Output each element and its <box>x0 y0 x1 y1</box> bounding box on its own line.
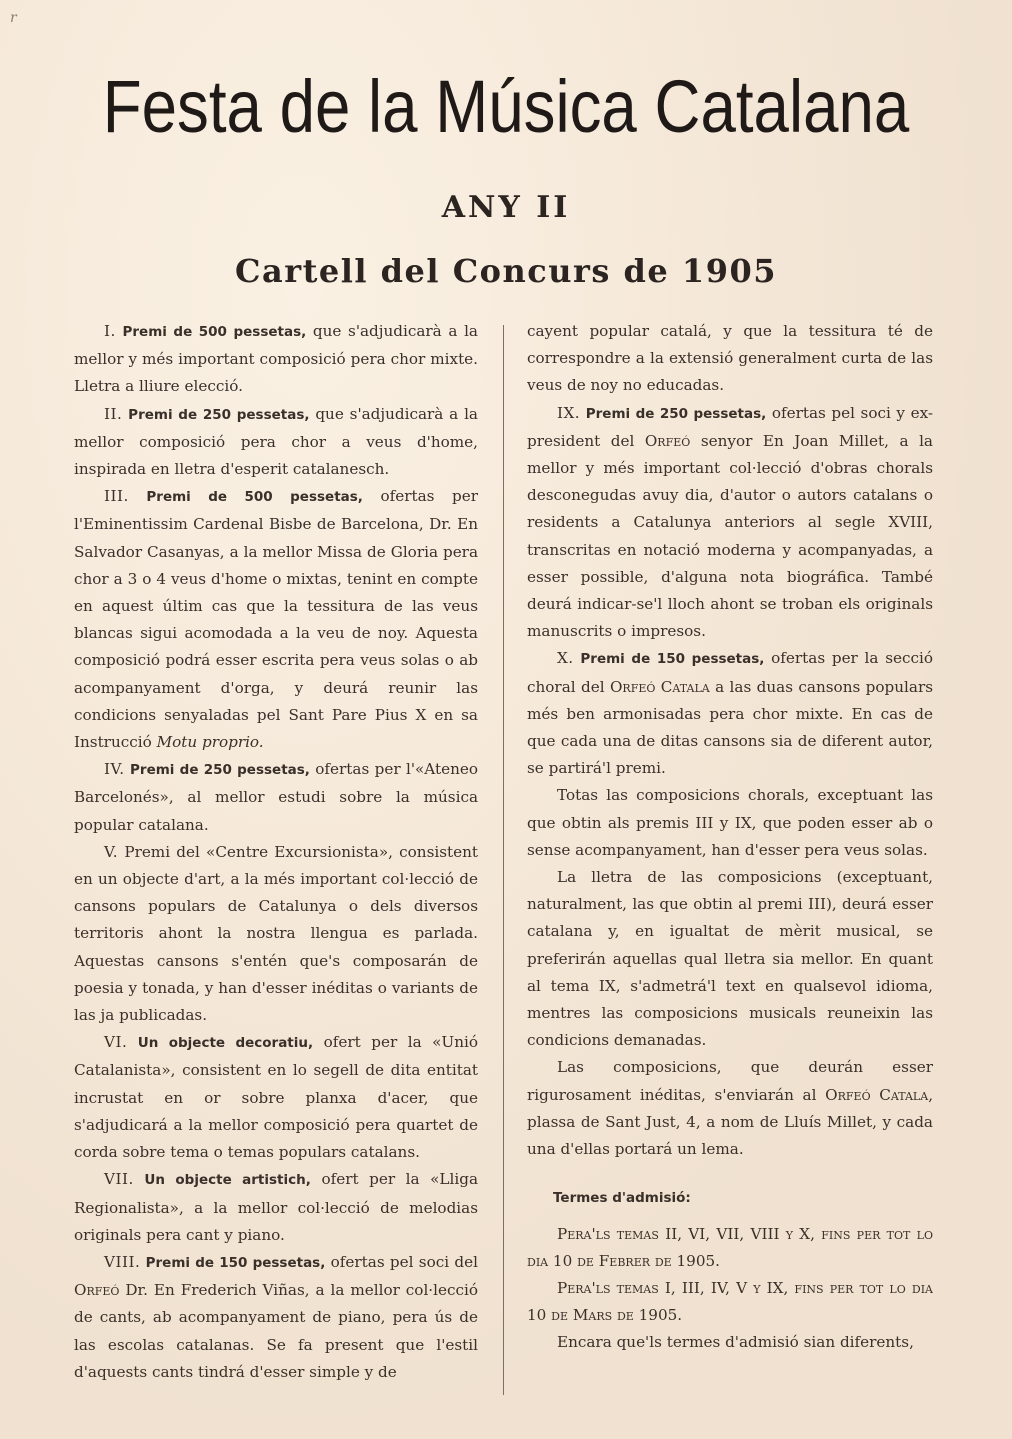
prize-item-vii: VII. Un objecte artistich, ofert per la «Lliga Regionalista», a la mellor col·lecció de melodias originals pera cant y piano. <box>74 1170 478 1244</box>
submission-paragraph: Las composicions, que deurán esser rigurosament inéditas, s'enviarán al Orfeó Catala, plassa de Sant Just, 4, a nom de Lluís Millet, y cada una d'ellas portará un lema. <box>527 1058 933 1159</box>
prize-item-x: X. Premi de 150 pessetas, ofertas per la secció choral del Orfeó Catala a las duas cansons populars més ben armonisadas pera chor mixte. En cas de que cada una de ditas cansons sia de diferent autor, se partirá'l premi. <box>527 649 933 778</box>
prize-item-ii: II. Premi de 250 pessetas, que s'adjudicarà a la mellor composició pera chor a veus d'home, inspirada en lletra d'esperit catalanesch. <box>74 404 478 479</box>
right-column <box>527 318 933 1398</box>
left-column <box>74 318 478 1398</box>
prize-item-v: V. Premi del «Centre Excursionista», consistent en un objecte d'art, a la més important col·lecció de cansons populars de Catalunya o dels diversos territoris ahont la nostra llengua es parlada. Aquestas cansons s'entén que's composarán de poesia y tonada, y han d'esser inéditas o variants de las ja publicadas. <box>74 842 478 1025</box>
corner-mark: r <box>10 10 17 26</box>
column-divider <box>503 325 504 1395</box>
final-paragraph: Encara que'ls termes d'admisió sian diferents, <box>557 1333 914 1352</box>
page-title: Festa de la Música Catalana <box>102 65 910 148</box>
contest-heading: Cartell del Concurs de 1905 <box>235 252 777 290</box>
terms-heading: Termes d'admisió: <box>553 1190 691 1207</box>
prize-item-viii-continued: cayent popular catalá, y que la tessitura té de correspondre a la extensió generalment curta de las veus de noy no educadas. <box>527 322 933 395</box>
prize-item-vi: VI. Un objecte decoratiu, ofert per la «Unió Catalanista», consistent en lo segell de dita entitat incrustat en or sobre planxa d'acer, que s'adjudicará a la mellor composició pera quartet de corda sobre tema o temas populars catalans. <box>74 1033 478 1162</box>
prize-item-i: I. Premi de 500 pessetas, que s'adjudicarà a la mellor y més important composició pera chor mixte. Lletra a lliure elecció. <box>74 322 478 396</box>
prize-item-ix: IX. Premi de 250 pessetas, ofertas pel soci y ex-president del Orfeó senyor En Joan Millet, a la mellor y més important col·lecció d'obras chorals desconegudas avuy dia, d'autor o autors catalans o residents a Catalunya anteriors al segle XVIII, transcritas en notació moderna y acompanyadas, a esser possible, d'alguna nota biográfica. També deurá indicar-se'l lloch ahont se troban els originals manuscrits o impresos. <box>527 403 933 641</box>
prize-item-iv: IV. Premi de 250 pessetas, ofertas per l'«Ateneo Barcelonés», al mellor estudi sobre la música popular catalana. <box>74 760 478 834</box>
prize-item-iii: III. Premi de 500 pessetas, ofertas per l'Eminentissim Cardenal Bisbe de Barcelona, Dr. En Salvador Casanyas, a la mellor Missa de Gloria pera chor a 3 o 4 veus d'home o mixtas, tenint en compte en aquest últim cas que la tessitura de las veus blancas sigui acomodada a la veu de noy. Aquesta composició podrá esser escrita pera veus solas o ab acompanyament d'orga, y deurá reunir las condicions senyaladas pel Sant Pare Pius X en sa Instrucció Motu proprio. <box>74 487 478 752</box>
deadline-february: Pera'ls temas II, VI, VII, VIII y X, fins per tot lo dia 10 de Febrer de 1905. <box>527 1224 933 1270</box>
year-subtitle: ANY II <box>441 190 571 225</box>
deadline-march: Pera'ls temas I, III, IV, V y IX, fins per tot lo dia 10 de Mars de 1905. <box>527 1278 933 1325</box>
lyrics-rules-paragraph: La lletra de las composicions (exceptuant, naturalment, las que obtin al premi III), deurá esser catalana y, en igualtat de mèrit musical, se preferirán aquellas qual lletra sia mellor. En quant al tema IX, s'admetrá'l text en qualsevol idioma, mentres las composicions musicals reuneixin las condicions demanadas. <box>527 868 933 1050</box>
choral-rules-paragraph: Totas las composicions chorals, exceptuant las que obtin als premis III y IX, que poden esser ab o sense acompanyament, han d'esser pera veus solas. <box>527 786 933 859</box>
prize-item-viii: VIII. Premi de 150 pessetas, ofertas pel soci del Orfeó Dr. En Frederich Viñas, a la mellor col·lecció de cants, ab acompanyament de piano, pera ús de las escolas catalanas. Se fa present que l'estil d'aquests cants tindrá d'esser simple y de <box>74 1252 478 1381</box>
